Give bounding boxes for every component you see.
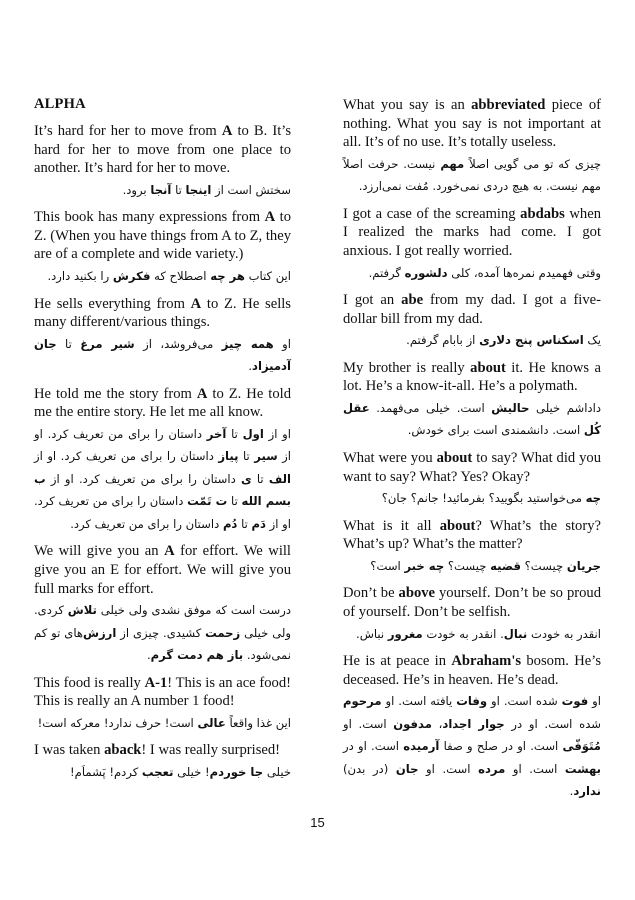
left-entry-3-english: He sells everything from A to Z. He sells many different/various things. xyxy=(34,295,291,331)
right-entry-2-english: I got a case of the screaming abdabs when I realized the marks had come. I got anxious. I got really worried. xyxy=(343,205,601,259)
right-column xyxy=(343,96,601,810)
right-entry-1-persian: چیزی که تو می گویی اصلاً مهم نیست. حرفت اصلاً مهم نیست. به هیچ دردی نمی‌خورد. مُفت نمی‌ارزد. xyxy=(343,156,601,194)
left-entry-7-english: I was taken aback! I was really surprised! xyxy=(34,742,281,759)
left-entry-6-persian: این غذا واقعاً عالی است! حرف ندارد! معرکه است! xyxy=(37,715,291,730)
left-entry-2-english: This book has many expressions from A to Z. (When you have things from A to Z, they are of a complete and wide variety.) xyxy=(34,209,291,263)
left-entry-4-english: He told me the story from A to Z. He told me the entire story. He let me all know. xyxy=(34,385,291,421)
left-entry-4-persian: او از اول تا آخر داستان را برای من تعریف کرد. او از سیر تا پیاز داستان را برای من تعریف کرد. او از الف تا ی داستان را برای من تعریف کرد. او از ب بسم الله تا ت تَمّت داستان را برای من تعریف کرد. او از دَم تا دُم داستان را برای من تعریف کرد. xyxy=(34,426,291,531)
left-entry-5-english: We will give you an A for effort. We will give you an E for effort. We will give you full marks for effort. xyxy=(34,543,291,597)
right-entry-7-persian: انقدر به خودت نبال. انقدر به خودت مغرور نباش. xyxy=(356,626,601,641)
left-entry-2-persian: این کتاب هر چه اصطلاح که فکرش را بکنید دارد. xyxy=(47,269,291,284)
left-entry-1-english: It’s hard for her to move from A to B. It’s hard for her to move from one place to another. It’s hard for her to move. xyxy=(34,123,291,177)
left-entry-6-english: This food is really A-1! This is an ace food! This is really an A number 1 food! xyxy=(34,674,291,710)
right-entry-5-persian: چه می‌خواستید بگویید؟ بفرمائید! جانم؟ جان؟ xyxy=(381,491,601,506)
right-entry-6-persian: جریان چیست؟ قضیه چیست؟ چه خبر است؟ xyxy=(370,558,601,573)
right-entry-4-english: My brother is really about it. He knows a lot. He’s a know-it-all. He’s a polymath. xyxy=(343,359,601,395)
right-entry-4-persian: داداشم خیلی حالیش است. خیلی می‌فهمد. عقل کُل است. دانشمندی است برای خودش. xyxy=(343,400,601,438)
right-entry-3-persian: یک اسکناس پنج دلاری از بابام گرفتم. xyxy=(406,333,601,348)
right-entry-8-english: He is at peace in Abraham's bosom. He’s deceased. He’s in heaven. He’s dead. xyxy=(343,653,601,688)
right-entries xyxy=(343,96,601,803)
page-number: 15 xyxy=(310,815,325,830)
left-entry-7-persian: خیلی جا خوردم! خیلی تعجب کردم! پَشماَم! xyxy=(70,765,291,779)
right-entry-1-english: What you say is an abbreviated piece of nothing. What you say is not important at all. It’s of no use. It’s totally useless. xyxy=(343,97,601,151)
left-column xyxy=(34,96,291,791)
left-entry-1-persian: سختش است از اینجا تا آنجا برود. xyxy=(122,182,291,197)
left-entry-3-persian: او همه چیز می‌فروشد، از شیر مرغ تا جان آدمیزاد. xyxy=(34,336,291,374)
left-entry-5-persian: درست است که موفق نشدی ولی خیلی تلاش کردی. ولی خیلی زحمت کشیدی. چیزی از ارزش‌های تو کم نمی‌شود. باز هم دمت گرم. xyxy=(34,603,292,663)
right-entry-7-english: Don’t be above yourself. Don’t be so proud of yourself. Don’t be selfish. xyxy=(343,585,601,620)
section-heading: ALPHA xyxy=(34,96,86,112)
right-entry-5-english: What were you about to say? What did you want to say? What? Yes? Okay? xyxy=(343,449,602,485)
right-entry-6-english: What is it all about? What’s the story? What’s up? What’s the matter? xyxy=(343,517,601,553)
left-entries xyxy=(34,122,291,784)
right-entry-2-persian: وقتی فهمیدم نمره‌ها آمده، کلی دلشوره گرفتم. xyxy=(368,265,601,280)
right-entry-3-english: I got an abe from my dad. I got a five-dollar bill from my dad. xyxy=(343,292,601,327)
right-entry-8-persian: او فوت شده است. او وفات یافته است. او مرحوم شده است. او در جوار اجداد، مدفون است. او مُتَوَفّی است. او در صلح و صفا آرمیده است. او در بهشت است. او مرده است. او جان (در بدن) ندارد. xyxy=(343,694,601,799)
